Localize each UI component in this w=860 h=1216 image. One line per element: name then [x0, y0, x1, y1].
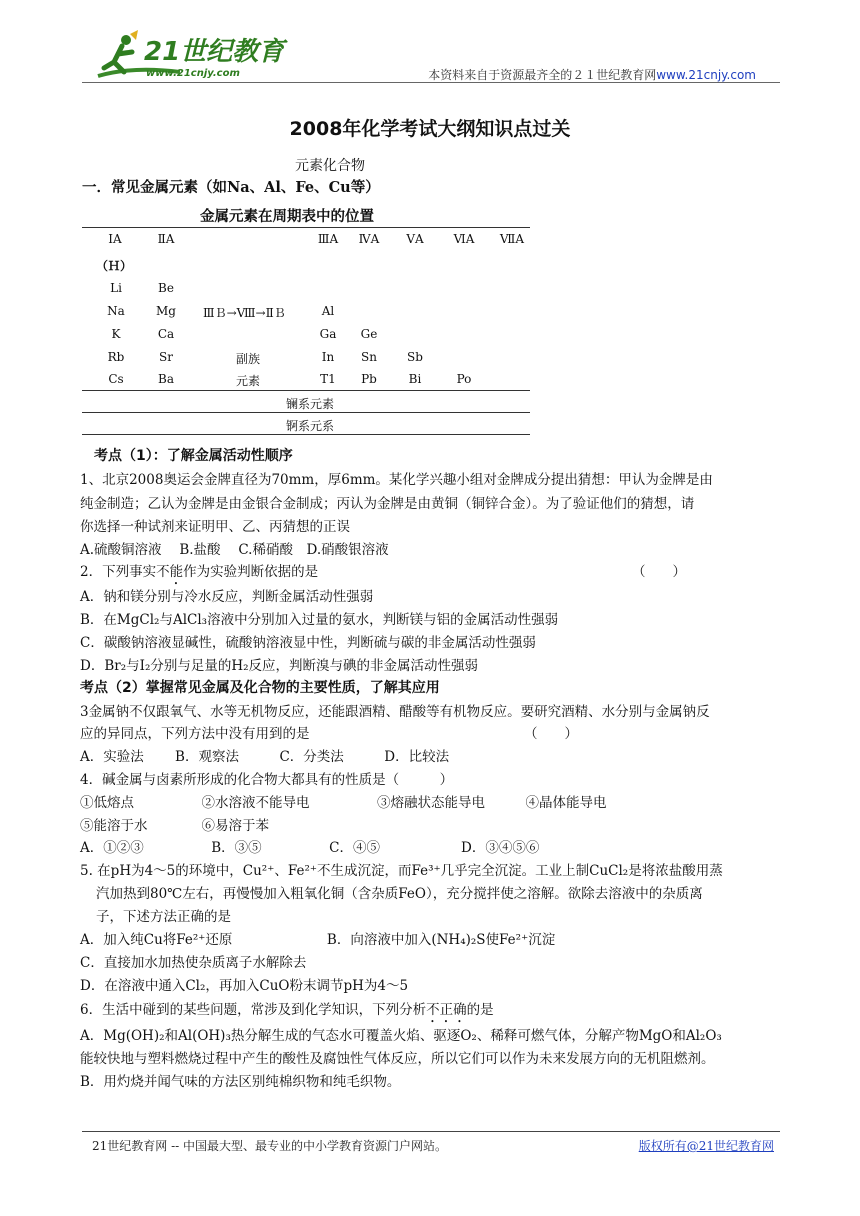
- page-title: 2008年化学考试大纲知识点过关: [289, 118, 571, 140]
- answer-option: A．加入纯Cu将Fe²⁺还原 B．向溶液中加入(NH₄)₂S使Fe²⁺沉淀: [80, 932, 556, 948]
- logo-url-text: www.21cnjy.com: [146, 68, 240, 79]
- element-symbol: Be: [158, 281, 174, 295]
- answer-options: A．①②③ B．③⑤ C．④⑤ D．③④⑤⑥: [80, 840, 540, 856]
- element-symbol: T1: [320, 372, 336, 386]
- element-symbol: Li: [110, 281, 122, 295]
- footer-text: 21世纪教育网 -- 中国最大型、最专业的中小学教育资源门户网站。: [92, 1139, 448, 1153]
- question-text: 5. 在pH为4～5的环境中，Cu²⁺、Fe²⁺不生成沉淀，而Fe³⁺几乎完全沉淀。工业上制CuCl₂是将浓盐酸用蒸: [80, 863, 723, 879]
- answer-option: B．用灼烧并闻气味的方法区别纯棉织物和纯毛织物。: [80, 1074, 401, 1090]
- question-text: 1、北京2008奥运会金牌直径为70mm，厚6mm。某化学兴趣小组对金牌成分提出猜想：甲认为金牌是由: [80, 472, 713, 488]
- answer-option: D．在溶液中通入Cl₂，再加入CuO粉末调节pH为4～5: [80, 978, 409, 994]
- exam-point-heading: 考点（1）：了解金属活动性顺序: [94, 448, 293, 464]
- page-subtitle: 元素化合物: [295, 158, 365, 174]
- element-symbol: Ca: [157, 327, 175, 341]
- group-label: ⅣA: [358, 232, 380, 246]
- lanthanides-label: 镧系元素: [286, 397, 335, 411]
- answer-option: 能较快地与塑料燃烧过程中产生的酸性及腐蚀性气体反应，所以它们可以作为未来发展方向的无机阻燃剂。: [80, 1051, 715, 1067]
- section-heading: 一．常见金属元素（如Na、Al、Fe、Cu等）: [82, 179, 380, 196]
- group-label: ⅡA: [157, 232, 175, 246]
- answer-blank: （ ）: [632, 564, 686, 580]
- element-symbol: Na: [107, 304, 125, 318]
- element-symbol: Bi: [408, 372, 422, 386]
- element-symbol: Po: [456, 372, 472, 386]
- element-symbol: Sr: [159, 350, 173, 364]
- exam-point-heading: 考点（2）掌握常见金属及化合物的主要性质，了解其应用: [80, 680, 440, 696]
- actinides-label: 锕系元系: [286, 419, 335, 433]
- question-text: 你选择一种试剂来证明甲、乙、丙猜想的正误: [80, 519, 350, 535]
- group-label: ⅥA: [453, 232, 475, 246]
- copyright-link[interactable]: 版权所有@21世纪教育网: [638, 1139, 774, 1153]
- element-symbol: Ge: [360, 327, 378, 341]
- hydrogen-label: （Ｈ）: [96, 259, 133, 273]
- group-label: ⅦA: [499, 232, 525, 246]
- table-rule: [82, 412, 530, 413]
- answer-option: A．钠和镁分别与冷水反应，判断金属活动性强弱: [80, 589, 374, 605]
- table-rule-bottom: [82, 434, 530, 435]
- table-rule: [82, 390, 530, 391]
- element-symbol: Rb: [107, 350, 125, 364]
- element-symbol: Sn: [361, 350, 377, 364]
- answer-option: B．在MgCl₂与AlCl₃溶液中分别加入过量的氨水，判断镁与铝的金属活动性强弱: [80, 612, 559, 628]
- element-symbol: Ba: [158, 372, 174, 386]
- element-symbol: Sb: [407, 350, 423, 364]
- answer-option: D．Br₂与I₂分别与足量的H₂反应，判断溴与碘的非金属活动性强弱: [80, 658, 479, 674]
- header-note: [428, 66, 756, 83]
- logo-text: 21世纪教育: [144, 37, 285, 67]
- footer-divider: [82, 1131, 780, 1132]
- answer-option: A．Mg(OH)₂和Al(OH)₃热分解生成的气态水可覆盖火焰、驱逐O₂、稀释可燃气体，分解产物MgO和Al₂O₃: [80, 1028, 722, 1044]
- transition-label: ⅢＢ→Ⅷ→ⅡＢ: [203, 306, 286, 320]
- element-symbol: In: [321, 350, 335, 364]
- answer-options: A．实验法 B．观察法 C．分类法 D．比较法: [80, 749, 450, 765]
- table-rule-top: [82, 227, 530, 228]
- header-divider: [82, 82, 780, 83]
- question-text: 汽加热到80℃左右，再慢慢加入粗氧化铜（含杂质FeO），充分搅拌使之溶解。欲除去溶液中的杂质离: [96, 886, 703, 902]
- group-label: ⅢA: [317, 232, 339, 246]
- element-symbol: Pb: [361, 372, 377, 386]
- group-label: ⅠA: [108, 232, 122, 246]
- question-text: 应的异同点，下列方法中没有用到的是: [80, 726, 310, 742]
- header-url-link[interactable]: www.21cnjy.com: [656, 68, 756, 82]
- answer-blank: （ ）: [524, 726, 578, 742]
- answer-option: C．直接加水加热使杂质离子水解除去: [80, 955, 307, 971]
- property-list: ⑤能溶于水 ⑥易溶于苯: [80, 818, 269, 834]
- question-text: 3金属钠不仅跟氧气、水等无机物反应，还能跟酒精、醋酸等有机物反应。要研究酒精、水分别与金属钠反: [80, 704, 710, 720]
- answer-options: A.硫酸铜溶液 B.盐酸 C.稀硝酸 D.硝酸银溶液: [80, 542, 389, 558]
- question-text: 纯金制造；乙认为金牌是由金银合金制成；丙认为金牌是由黄铜（铜锌合金）。为了验证他们的猜想，请: [80, 496, 695, 512]
- question-text: 2．下列事实不能作为实验判断依据的是: [80, 564, 319, 580]
- header-note-text: 本资料来自于资源最齐全的２１世纪教育网: [428, 68, 657, 82]
- question-text: 6．生活中碰到的某些问题，常涉及到化学知识，下列分析不正确的是: [80, 1002, 494, 1018]
- group-label: ⅤA: [406, 232, 424, 246]
- question-text: 4．碱金属与卤素所形成的化合物大都具有的性质是（ ）: [80, 772, 454, 788]
- question-text: 子，下述方法正确的是: [96, 909, 231, 925]
- logo-runner-icon: [92, 28, 292, 84]
- subgroup-label: 副族: [235, 352, 260, 366]
- property-list: ①低熔点 ②水溶液不能导电 ③熔融状态能导电 ④晶体能导电: [80, 795, 607, 811]
- element-symbol: Mg: [156, 304, 176, 318]
- answer-option: C．碳酸钠溶液显碱性，硫酸钠溶液显中性，判断硫与碳的非金属活动性强弱: [80, 635, 536, 651]
- element-symbol: Ga: [319, 327, 337, 341]
- subgroup-label: 元素: [235, 374, 260, 388]
- logo: [92, 28, 292, 84]
- element-symbol: K: [111, 327, 121, 341]
- periodic-table-title: 金属元素在周期表中的位置: [200, 209, 374, 225]
- element-symbol: Al: [321, 304, 335, 318]
- element-symbol: Cs: [108, 372, 124, 386]
